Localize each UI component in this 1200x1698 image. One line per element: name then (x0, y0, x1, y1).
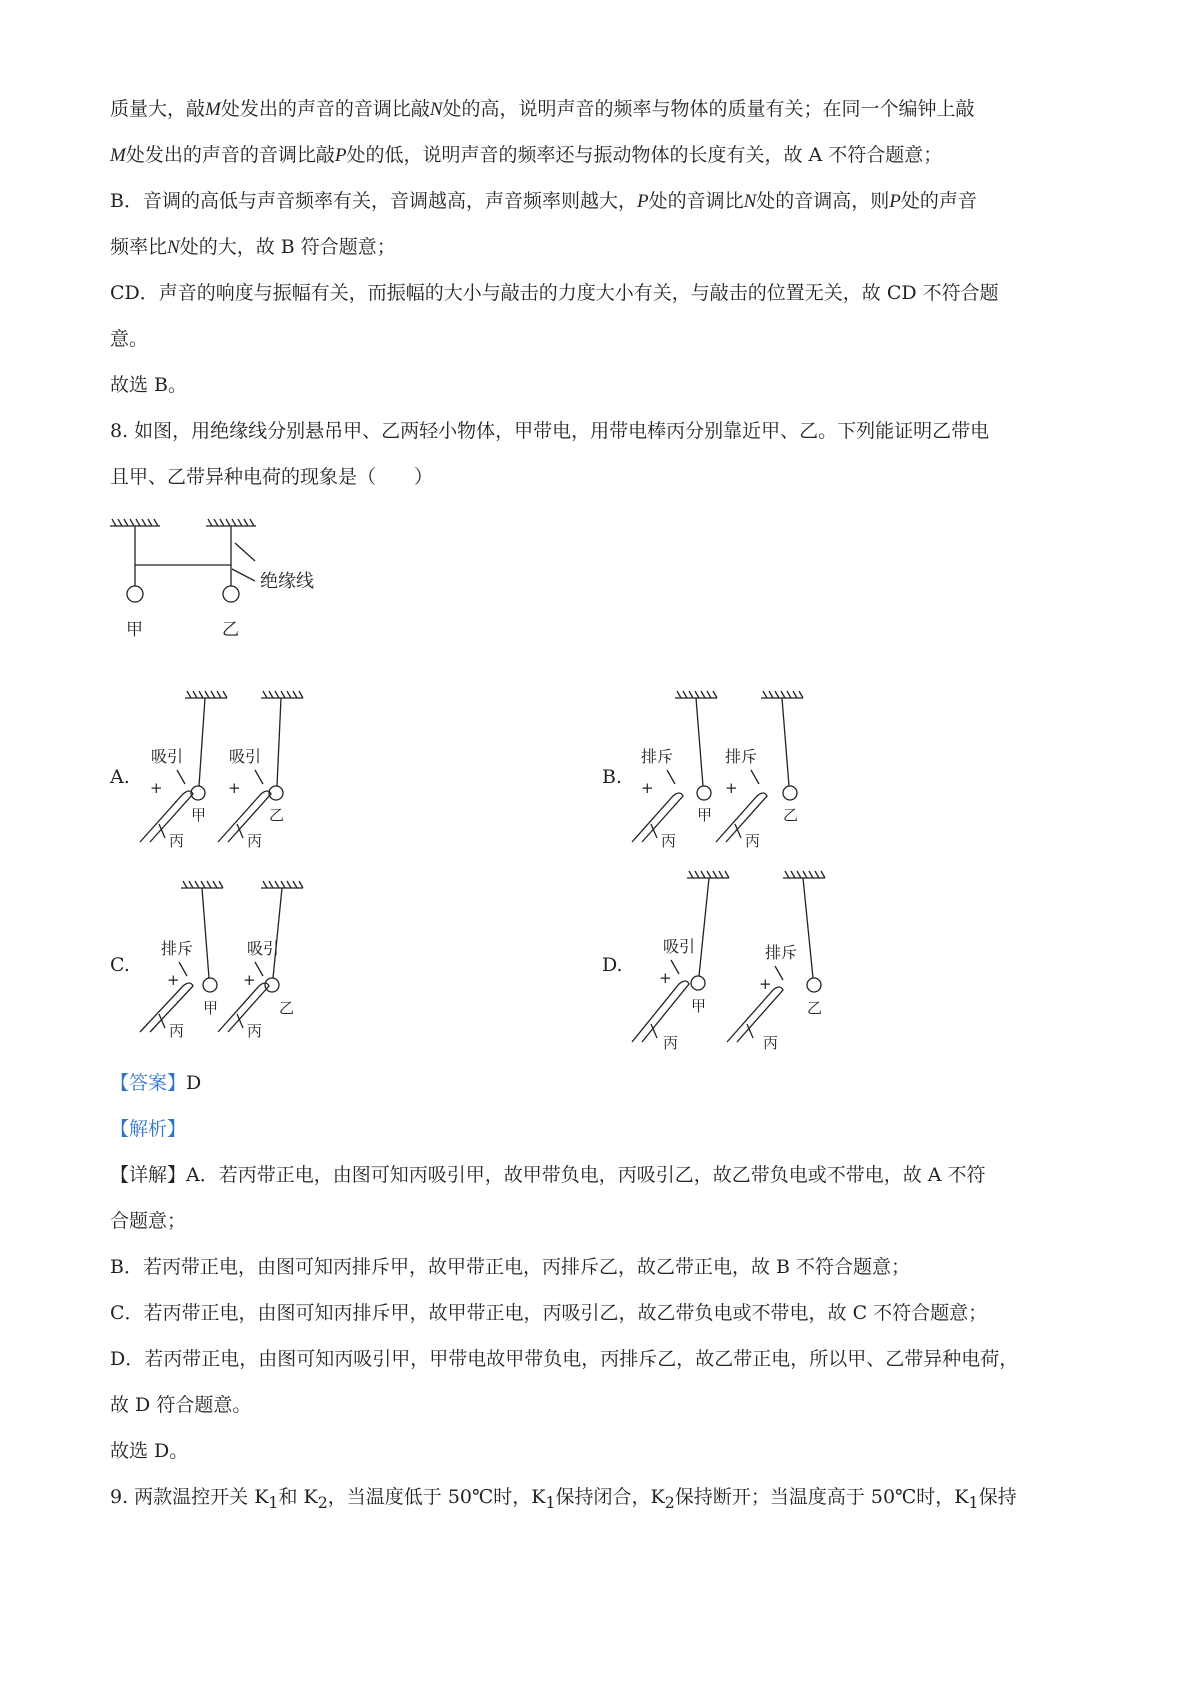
detail-line-2: 合题意； (110, 1210, 187, 1232)
object-yi-label: 乙 (279, 999, 295, 1017)
object-jia-label: 甲 (191, 806, 207, 824)
object-jia-label: 甲 (697, 806, 713, 824)
question-8-main-figure (100, 515, 340, 675)
plus-sign: + (641, 779, 654, 797)
option-d-right-action: 排斥 (765, 943, 798, 962)
option-b-letter[interactable]: B. (602, 766, 623, 788)
answer-line (110, 1070, 201, 1096)
analysis-tag: 【解析】 (110, 1118, 187, 1140)
plus-sign: + (167, 971, 180, 989)
detail-option-b: B．若丙带正电，由图可知丙排斥甲，故甲带正电，丙排斥乙，故乙带正电，故 B 不符合题意； (110, 1256, 911, 1278)
insulated-wire-label: 绝缘线 (260, 571, 314, 592)
object-yi-label: 乙 (783, 806, 799, 824)
rod-bing-label: 丙 (169, 832, 185, 850)
option-c-right-action: 吸引 (247, 939, 280, 958)
option-c-left-action: 排斥 (161, 939, 194, 958)
object-yi-label: 乙 (807, 999, 823, 1017)
rod-bing-label: 丙 (663, 1034, 679, 1050)
detail-option-c: C．若丙带正电，由图可知丙排斥甲，故甲带正电，丙吸引乙，故乙带负电或不带电，故 C 不符合题意； (110, 1302, 988, 1324)
question-8-stem-line-1: 8. 如图，用绝缘线分别悬吊甲、乙两轻小物体，甲带电，用带电棒丙分别靠近甲、乙。下列能证明乙带电 (110, 420, 990, 442)
rod-bing-label: 丙 (247, 1022, 263, 1040)
rod-bing-label: 丙 (169, 1022, 185, 1040)
prev-solution-line-1: 质量大，敲M处发出的声音的音调比敲N处的高，说明声音的频率与物体的质量有关；在同一个编钟上敲 (110, 98, 975, 120)
option-c-letter[interactable]: C. (110, 954, 130, 976)
object-jia-label: 甲 (126, 620, 143, 640)
object-yi-label: 乙 (222, 620, 239, 640)
option-b-left-action: 排斥 (641, 747, 674, 766)
var-n: N (429, 99, 443, 120)
detail-line-1: 【详解】A．若丙带正电，由图可知丙吸引甲，故甲带负电，丙吸引乙，故乙带负电或不带电，故 A 不符 (110, 1164, 986, 1186)
plus-sign: + (150, 779, 163, 797)
plus-sign: + (659, 969, 672, 987)
option-a-figure[interactable] (135, 690, 345, 850)
answer-tag: 【答案】 (110, 1072, 187, 1094)
option-a-right-action: 吸引 (229, 747, 262, 766)
object-jia-label: 甲 (203, 999, 219, 1017)
answer-value: D (186, 1072, 202, 1094)
prev-solution-conclusion: 故选 B。 (110, 374, 188, 396)
plus-sign: + (725, 779, 738, 797)
rod-bing-label: 丙 (247, 832, 263, 850)
option-d-left-action: 吸引 (663, 937, 696, 956)
prev-solution-line-2: M处发出的声音的音调比敲P处的低，说明声音的频率还与振动物体的长度有关，故 A 不符合题意； (110, 144, 943, 166)
option-a-letter[interactable]: A. (110, 766, 130, 788)
option-a-left-action: 吸引 (151, 747, 184, 766)
option-d-figure[interactable] (627, 870, 857, 1050)
option-c-figure[interactable] (135, 880, 345, 1040)
option-d-letter[interactable]: D. (602, 954, 623, 976)
question-8-stem-line-2: 且甲、乙带异种电荷的现象是（ ） (110, 466, 434, 488)
option-b-figure[interactable] (627, 690, 837, 850)
detail-option-d-line-1: D．若丙带正电，由图可知丙吸引甲，甲带电故甲带负电，丙排斥乙，故乙带正电，所以甲、乙带异种电荷， (110, 1348, 1019, 1370)
prev-solution-line-4: 频率比N处的大，故 B 符合题意； (110, 236, 396, 258)
question-9-stem-line-1: 9. 两款温控开关 $K_1$和 $K_2$，当温度低于 50℃时，$K_1$保持闭合，$K_2$保持断开；当温度高于 50℃时，$K_1$保持 (110, 1486, 1017, 1512)
var-m: M (205, 99, 221, 120)
rod-bing-label: 丙 (763, 1034, 779, 1050)
prev-solution-line-3: B．音调的高低与声音频率有关，音调越高，声音频率则越大，P处的音调比N处的音调高，则P处的声音 (110, 190, 977, 212)
rod-bing-label: 丙 (661, 832, 677, 850)
plus-sign: + (243, 971, 256, 989)
object-jia-label: 甲 (691, 997, 707, 1015)
prev-solution-line-6: 意。 (110, 328, 149, 350)
rod-bing-label: 丙 (745, 832, 761, 850)
object-yi-label: 乙 (269, 806, 285, 824)
prev-solution-line-5: CD．声音的响度与振幅有关，而振幅的大小与敲击的力度大小有关，与敲击的位置无关，故 CD 不符合题 (110, 282, 999, 304)
plus-sign: + (759, 975, 772, 993)
plus-sign: + (228, 779, 241, 797)
option-b-right-action: 排斥 (725, 747, 758, 766)
detail-option-d-line-2: 故 D 符合题意。 (110, 1394, 252, 1416)
answer-conclusion: 故选 D。 (110, 1440, 189, 1462)
